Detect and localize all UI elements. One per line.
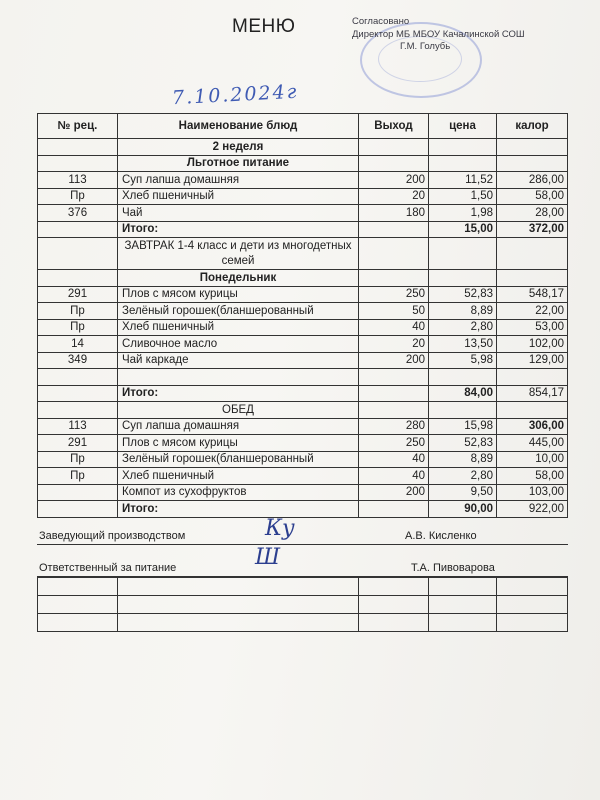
- week-row: [37, 139, 568, 156]
- blank-row: [37, 577, 568, 596]
- recipe-number: Пр: [37, 303, 117, 319]
- recipe-number: 14: [37, 336, 117, 352]
- dish-name: Суп лапша домашняя: [117, 172, 358, 188]
- dish-price: 2,80: [428, 320, 496, 336]
- dish-calories: 22,00: [496, 303, 568, 319]
- dish-name: Сливочное масло: [117, 336, 358, 352]
- dish-output: 200: [358, 485, 428, 501]
- table-row: [37, 485, 568, 502]
- benefit-label: Льготное питание: [117, 156, 358, 172]
- recipe-number: 113: [37, 419, 117, 435]
- approval-line-2: Директор МБ МБОУ Качалинской СОШ: [352, 28, 525, 40]
- dish-output: 200: [358, 172, 428, 188]
- dish-calories: 445,00: [496, 435, 568, 451]
- table-row: [37, 205, 568, 222]
- total-row: [37, 386, 568, 403]
- dish-output: 250: [358, 287, 428, 303]
- manager-name: А.В. Кисленко: [405, 530, 477, 542]
- col-calories: калор: [496, 114, 568, 138]
- total-price: 15,00: [428, 222, 496, 238]
- manager-signature: Ку: [265, 516, 295, 541]
- table-row: [37, 172, 568, 189]
- dish-calories: 129,00: [496, 353, 568, 369]
- blank-row: [37, 596, 568, 614]
- table-row: [37, 452, 568, 469]
- breakfast-row: [37, 238, 568, 270]
- dish-price: 52,83: [428, 287, 496, 303]
- dish-output: 40: [358, 320, 428, 336]
- dish-name: Суп лапша домашняя: [117, 419, 358, 435]
- blank-grid: [37, 577, 568, 632]
- table-row: [37, 303, 568, 320]
- approval-line-3: Г.М. Голубь: [400, 41, 451, 52]
- lunch-row: [37, 402, 568, 419]
- dish-price: 1,50: [428, 189, 496, 205]
- dish-name: Компот из сухофруктов: [117, 485, 358, 501]
- blank-row: [37, 614, 568, 632]
- dish-price: 8,89: [428, 452, 496, 468]
- recipe-number: 291: [37, 287, 117, 303]
- recipe-number: 376: [37, 205, 117, 221]
- col-recipe: № рец.: [37, 114, 117, 138]
- dish-price: 52,83: [428, 435, 496, 451]
- responsible-label: Ответственный за питание: [39, 562, 177, 574]
- dish-name: Зелёный горошек(бланшерованный: [117, 303, 358, 319]
- table-row: [37, 336, 568, 353]
- table-header-row: [37, 113, 568, 139]
- dish-price: 8,89: [428, 303, 496, 319]
- recipe-number: Пр: [37, 320, 117, 336]
- table-row: [37, 435, 568, 452]
- menu-table: [37, 113, 568, 518]
- week-label: 2 неделя: [117, 139, 358, 155]
- dish-name: Чай: [117, 205, 358, 221]
- col-dish: Наименование блюд: [117, 114, 358, 138]
- dish-calories: 103,00: [496, 485, 568, 501]
- dish-output: 20: [358, 189, 428, 205]
- dish-name: Плов с мясом курицы: [117, 435, 358, 451]
- recipe-number: Пр: [37, 189, 117, 205]
- table-row: [37, 189, 568, 206]
- dish-name: Зелёный горошек(бланшерованный: [117, 452, 358, 468]
- handwritten-date: 7.10.2024г: [171, 80, 299, 110]
- dish-calories: 286,00: [496, 172, 568, 188]
- day-label: Понедельник: [117, 270, 358, 286]
- total-calories: 372,00: [496, 222, 568, 238]
- total-label: Итого:: [117, 222, 358, 238]
- recipe-number: 291: [37, 435, 117, 451]
- recipe-number: Пр: [37, 468, 117, 484]
- recipe-number: [37, 485, 117, 501]
- benefit-row: [37, 156, 568, 173]
- dish-price: 2,80: [428, 468, 496, 484]
- dish-calories: 58,00: [496, 468, 568, 484]
- dish-output: 40: [358, 452, 428, 468]
- empty-row: [37, 369, 568, 386]
- dish-calories: 53,00: [496, 320, 568, 336]
- table-row: [37, 468, 568, 485]
- total-calories: 922,00: [496, 501, 568, 517]
- approval-line-1: Согласовано: [352, 16, 410, 27]
- dish-calories: 306,00: [496, 419, 568, 435]
- approval-block: [352, 16, 525, 54]
- dish-name: Хлеб пшеничный: [117, 468, 358, 484]
- dish-output: 250: [358, 435, 428, 451]
- total-price: 84,00: [428, 386, 496, 402]
- dish-price: 1,98: [428, 205, 496, 221]
- recipe-number: 113: [37, 172, 117, 188]
- dish-calories: 58,00: [496, 189, 568, 205]
- dish-output: 200: [358, 353, 428, 369]
- total-price: 90,00: [428, 501, 496, 517]
- dish-name: Плов с мясом курицы: [117, 287, 358, 303]
- dish-calories: 28,00: [496, 205, 568, 221]
- manager-signature-row: [37, 526, 568, 545]
- dish-price: 13,50: [428, 336, 496, 352]
- dish-output: 180: [358, 205, 428, 221]
- table-row: [37, 320, 568, 337]
- responsible-signature: Ш: [255, 545, 281, 570]
- total-row: [37, 501, 568, 518]
- total-label: Итого:: [117, 501, 358, 517]
- lunch-label: ОБЕД: [117, 402, 358, 418]
- dish-output: 280: [358, 419, 428, 435]
- col-price: цена: [428, 114, 496, 138]
- total-calories: 854,17: [496, 386, 568, 402]
- total-row: [37, 222, 568, 239]
- dish-price: 11,52: [428, 172, 496, 188]
- dish-name: Хлеб пшеничный: [117, 320, 358, 336]
- dish-name: Чай каркаде: [117, 353, 358, 369]
- manager-label: Заведующий производством: [39, 530, 186, 542]
- dish-calories: 10,00: [496, 452, 568, 468]
- dish-price: 9,50: [428, 485, 496, 501]
- dish-output: 20: [358, 336, 428, 352]
- dish-name: Хлеб пшеничный: [117, 189, 358, 205]
- dish-calories: 548,17: [496, 287, 568, 303]
- responsible-signature-row: [37, 558, 568, 577]
- table-row: [37, 353, 568, 370]
- recipe-number: 349: [37, 353, 117, 369]
- dish-output: 40: [358, 468, 428, 484]
- dish-calories: 102,00: [496, 336, 568, 352]
- col-output: Выход: [358, 114, 428, 138]
- responsible-name: Т.А. Пивоварова: [411, 562, 495, 574]
- day-row: [37, 270, 568, 287]
- page-title: МЕНЮ: [232, 16, 296, 37]
- recipe-number: Пр: [37, 452, 117, 468]
- table-row: [37, 287, 568, 304]
- breakfast-label: ЗАВТРАК 1-4 класс и дети из многодетных семей: [117, 238, 358, 269]
- dish-price: 5,98: [428, 353, 496, 369]
- table-row: [37, 419, 568, 436]
- dish-price: 15,98: [428, 419, 496, 435]
- dish-output: 50: [358, 303, 428, 319]
- total-label: Итого:: [117, 386, 358, 402]
